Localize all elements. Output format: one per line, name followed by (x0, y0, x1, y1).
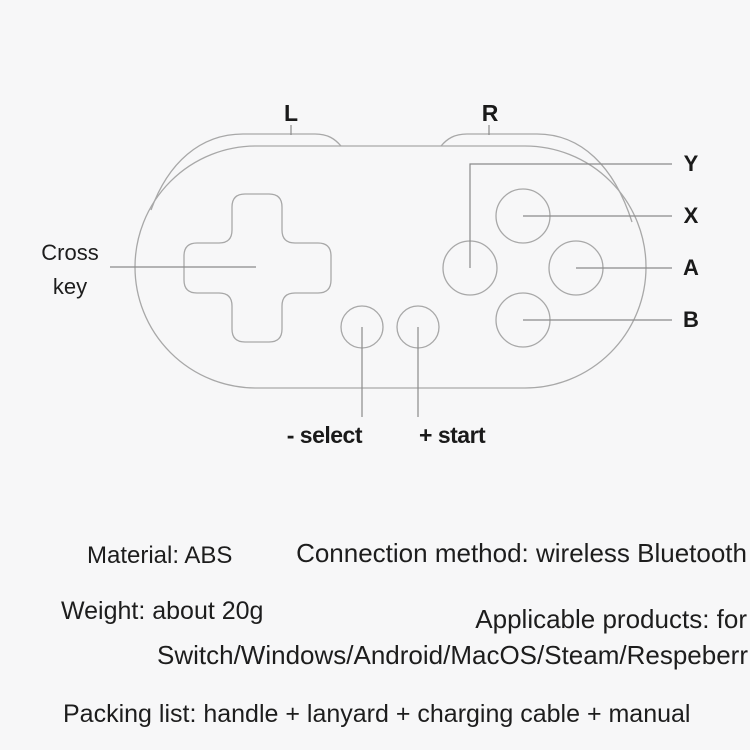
spec-material: Material: ABS (87, 542, 233, 569)
label-x-button: X (683, 203, 699, 228)
spec-applicable-products: Applicable products: for (475, 604, 747, 634)
label-r-button: R (481, 100, 499, 126)
label-cross-key-line2: key (52, 274, 88, 299)
label-select-button: - select (286, 422, 362, 448)
spec-packing-list: Packing list: handle + lanyard + charging cable + manual (63, 700, 691, 728)
label-cross-key (20, 236, 120, 304)
label-y-button: Y (683, 151, 699, 176)
label-a-button: A (683, 255, 699, 280)
label-start-button: + start (419, 422, 486, 448)
spec-weight: Weight: about 20g (61, 597, 264, 625)
spec-applicable-devices: Switch/Windows/Android/MacOS/Steam/Respeberr (156, 640, 748, 670)
spec-connection-method: Connection method: wireless Bluetooth (296, 538, 747, 568)
label-cross-key-line1: Cross (41, 240, 99, 265)
label-b-button: B (683, 307, 699, 332)
dpad-outline (184, 194, 331, 342)
label-l-button: L (283, 100, 299, 126)
